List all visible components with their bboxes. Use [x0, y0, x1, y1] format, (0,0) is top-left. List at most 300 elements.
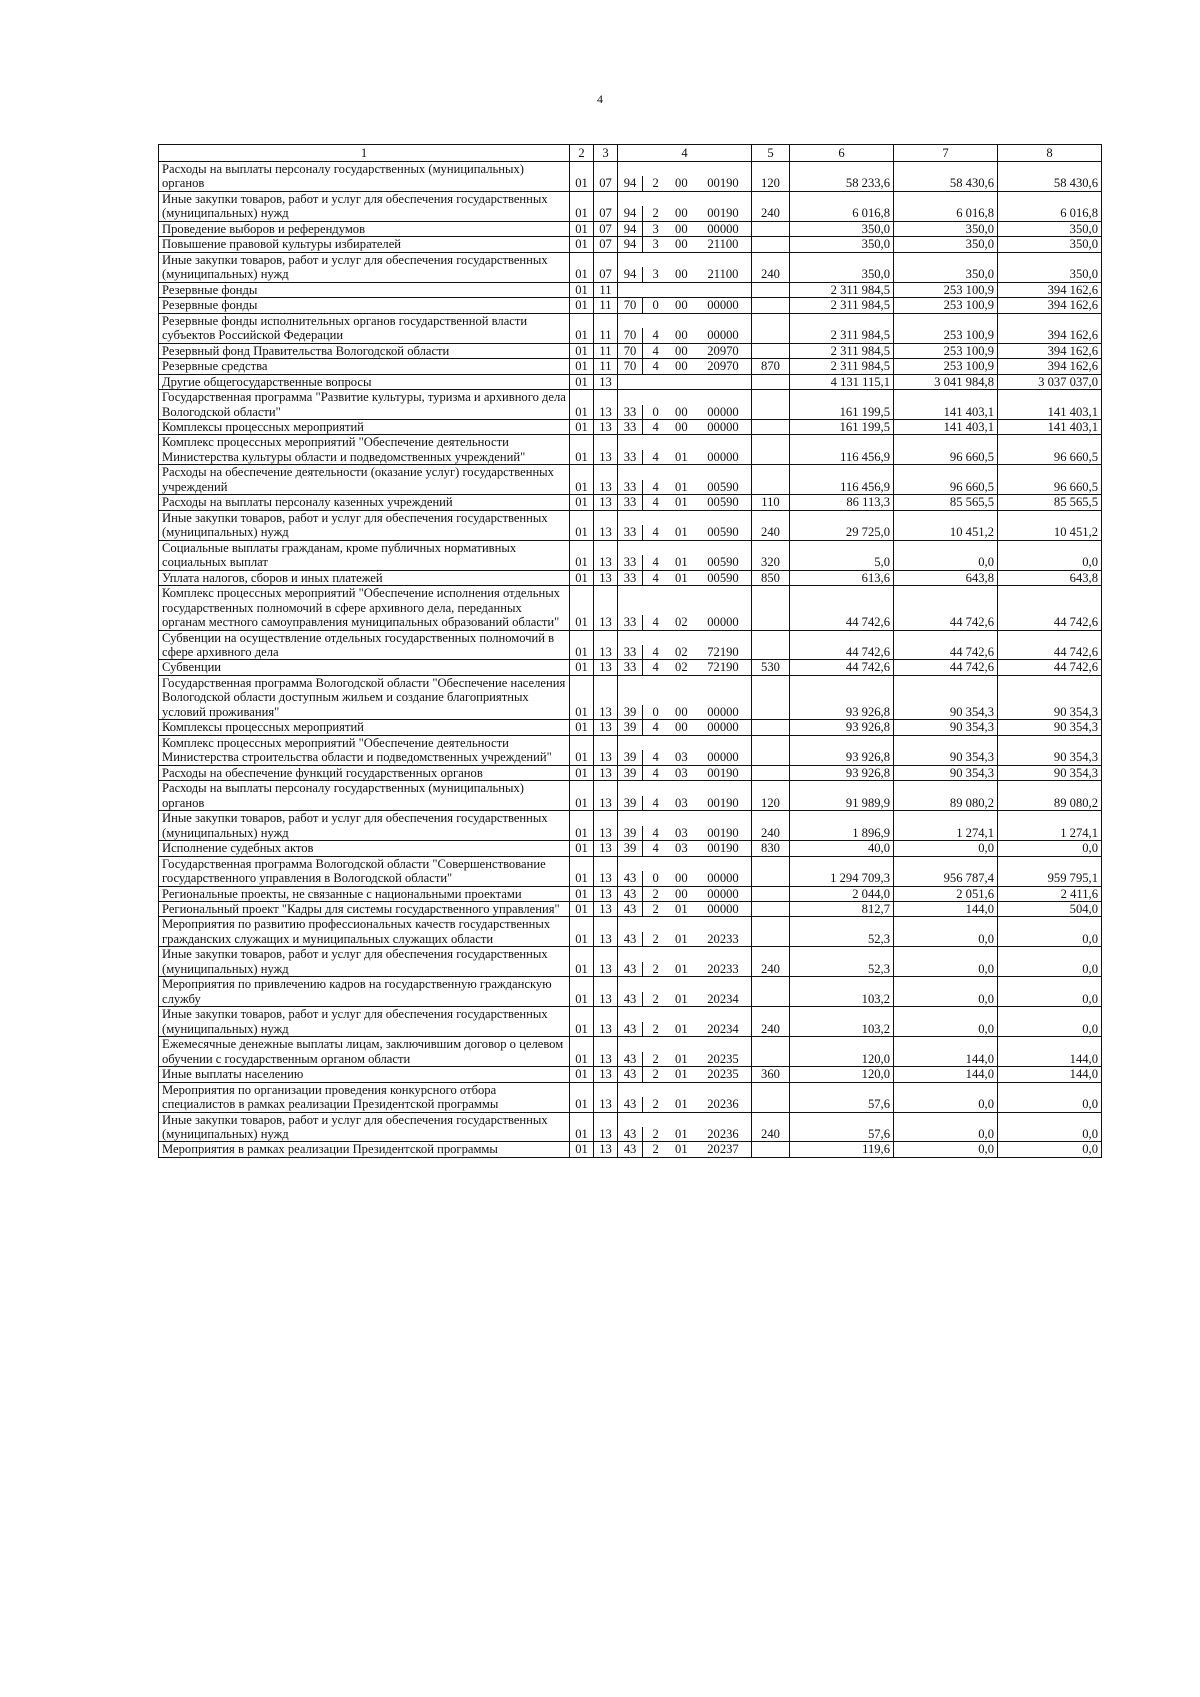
- amount-col-8: 0,0: [998, 1082, 1102, 1112]
- code-direction: 00000: [707, 750, 739, 765]
- code-target-article: [618, 1037, 752, 1067]
- code-section: 01: [570, 570, 594, 585]
- amount-col-8: 3 037 037,0: [998, 374, 1102, 389]
- code-subsection: 13: [594, 540, 618, 570]
- amount-col-8: 0,0: [998, 540, 1102, 570]
- table-row: [159, 841, 1102, 856]
- amount-col-8: 6 016,8: [998, 191, 1102, 221]
- amount-col-6: 57,6: [790, 1112, 894, 1142]
- amount-col-8: 44 742,6: [998, 660, 1102, 675]
- code-subsection: 13: [594, 841, 618, 856]
- code-target-article: [618, 856, 752, 886]
- code-expense-type: [752, 1142, 790, 1157]
- code-direction: 00590: [707, 495, 739, 510]
- code-program: 33: [618, 645, 643, 659]
- budget-table: [158, 144, 1102, 1158]
- code-expense-type: [752, 1037, 790, 1067]
- table-row: [159, 343, 1102, 358]
- table-row: [159, 313, 1102, 343]
- amount-col-7: 3 041 984,8: [894, 374, 998, 389]
- code-subprogram: 01: [675, 931, 688, 946]
- code-program: 33: [618, 405, 643, 419]
- code-expense-type: [752, 282, 790, 297]
- code-program: 43: [618, 1067, 643, 1081]
- header-cell-2: 2: [570, 145, 594, 162]
- table-row: [159, 1007, 1102, 1037]
- code-type: 2: [652, 1051, 659, 1066]
- code-expense-type: [752, 977, 790, 1007]
- code-section: 01: [570, 841, 594, 856]
- amount-col-6: 350,0: [790, 221, 894, 236]
- code-section: 01: [570, 435, 594, 465]
- amount-col-7: 144,0: [894, 1067, 998, 1082]
- code-section: 01: [570, 252, 594, 282]
- amount-col-7: 253 100,9: [894, 343, 998, 358]
- amount-col-8: 394 162,6: [998, 298, 1102, 313]
- code-section: 01: [570, 947, 594, 977]
- code-direction: 00190: [707, 206, 739, 221]
- code-target-article: [618, 570, 752, 585]
- code-subsection: 13: [594, 947, 618, 977]
- code-program: 39: [618, 720, 643, 734]
- code-direction: 20237: [707, 1142, 739, 1157]
- code-expense-type: [752, 374, 790, 389]
- code-target-article: [618, 947, 752, 977]
- code-expense-type: [752, 720, 790, 735]
- code-subsection: 13: [594, 917, 618, 947]
- code-section: 01: [570, 886, 594, 901]
- code-section: 01: [570, 811, 594, 841]
- code-section: 01: [570, 419, 594, 434]
- row-name: Расходы на выплаты персоналу казенных учреждений: [159, 495, 570, 510]
- code-subprogram: 00: [675, 404, 688, 419]
- header-cell-4: 4: [618, 145, 752, 162]
- code-program: 43: [618, 992, 643, 1006]
- amount-col-7: 350,0: [894, 237, 998, 252]
- code-type: 4: [652, 343, 659, 358]
- amount-col-6: 44 742,6: [790, 630, 894, 660]
- table-row: [159, 886, 1102, 901]
- table-row: [159, 781, 1102, 811]
- amount-col-6: 5,0: [790, 540, 894, 570]
- code-subprogram: 00: [675, 206, 688, 221]
- code-target-article: [618, 221, 752, 236]
- code-program: 33: [618, 450, 643, 464]
- amount-col-7: 0,0: [894, 1112, 998, 1142]
- code-program: 33: [618, 495, 643, 509]
- code-section: 01: [570, 298, 594, 313]
- row-name: Расходы на обеспечение функций государственных органов: [159, 765, 570, 780]
- amount-col-7: 253 100,9: [894, 359, 998, 374]
- code-subsection: 13: [594, 1082, 618, 1112]
- code-program: 39: [618, 766, 643, 780]
- code-type: 3: [652, 267, 659, 282]
- amount-col-8: 90 354,3: [998, 765, 1102, 780]
- code-expense-type: [752, 343, 790, 358]
- code-target-article: [618, 435, 752, 465]
- code-expense-type: 830: [752, 841, 790, 856]
- code-direction: 00000: [707, 901, 739, 916]
- code-target-article: [618, 237, 752, 252]
- code-expense-type: 870: [752, 359, 790, 374]
- code-subprogram: 00: [675, 328, 688, 343]
- code-target-article: [618, 465, 752, 495]
- code-program: 70: [618, 344, 643, 358]
- code-subprogram: 01: [675, 1097, 688, 1112]
- code-program: 43: [618, 932, 643, 946]
- amount-col-6: 2 311 984,5: [790, 359, 894, 374]
- header-cell-7: 7: [894, 145, 998, 162]
- code-subsection: 11: [594, 298, 618, 313]
- table-row: [159, 237, 1102, 252]
- code-subsection: 13: [594, 675, 618, 719]
- code-type: 4: [652, 419, 659, 434]
- code-direction: 72190: [707, 645, 739, 659]
- code-target-article: [618, 390, 752, 420]
- code-section: 01: [570, 390, 594, 420]
- code-target-article: [618, 977, 752, 1007]
- row-name: Проведение выборов и референдумов: [159, 221, 570, 236]
- amount-col-6: 103,2: [790, 1007, 894, 1037]
- amount-col-6: 52,3: [790, 947, 894, 977]
- code-target-article: [618, 765, 752, 780]
- code-subprogram: 01: [675, 1142, 688, 1157]
- code-subprogram: 01: [675, 961, 688, 976]
- amount-col-8: 350,0: [998, 221, 1102, 236]
- amount-col-7: 96 660,5: [894, 435, 998, 465]
- code-expense-type: [752, 237, 790, 252]
- amount-col-8: 959 795,1: [998, 856, 1102, 886]
- amount-col-8: 0,0: [998, 977, 1102, 1007]
- code-section: 01: [570, 540, 594, 570]
- amount-col-7: 643,8: [894, 570, 998, 585]
- header-cell-6: 6: [790, 145, 894, 162]
- code-program: 39: [618, 796, 643, 810]
- amount-col-8: 141 403,1: [998, 390, 1102, 420]
- code-type: 2: [652, 931, 659, 946]
- amount-col-7: 141 403,1: [894, 419, 998, 434]
- amount-col-6: 103,2: [790, 977, 894, 1007]
- row-name: Мероприятия по привлечению кадров на государственную гражданскую службу: [159, 977, 570, 1007]
- code-subsection: 13: [594, 1112, 618, 1142]
- code-type: 4: [652, 645, 659, 659]
- table-row: [159, 298, 1102, 313]
- code-subprogram: 01: [675, 555, 688, 570]
- amount-col-8: 90 354,3: [998, 735, 1102, 765]
- amount-col-7: 2 051,6: [894, 886, 998, 901]
- amount-col-6: 58 233,6: [790, 162, 894, 192]
- row-name: Расходы на выплаты персоналу государственных (муниципальных) органов: [159, 162, 570, 192]
- code-target-article: [618, 1082, 752, 1112]
- amount-col-8: 0,0: [998, 947, 1102, 977]
- amount-col-7: 0,0: [894, 977, 998, 1007]
- code-type: 2: [652, 206, 659, 221]
- code-section: 01: [570, 237, 594, 252]
- amount-col-6: 29 725,0: [790, 510, 894, 540]
- amount-col-6: 116 456,9: [790, 465, 894, 495]
- code-section: 01: [570, 374, 594, 389]
- code-program: 39: [618, 841, 643, 855]
- code-expense-type: 240: [752, 191, 790, 221]
- code-subsection: 13: [594, 495, 618, 510]
- code-target-article: [618, 298, 752, 313]
- row-name: Расходы на обеспечение деятельности (оказание услуг) государственных учреждений: [159, 465, 570, 495]
- code-expense-type: [752, 630, 790, 660]
- code-direction: 72190: [707, 660, 739, 675]
- table-row: [159, 1142, 1102, 1157]
- amount-col-6: 91 989,9: [790, 781, 894, 811]
- code-expense-type: 240: [752, 1112, 790, 1142]
- code-program: 39: [618, 705, 643, 719]
- code-type: 4: [652, 825, 659, 840]
- code-section: 01: [570, 1067, 594, 1082]
- amount-col-8: 504,0: [998, 901, 1102, 916]
- code-target-article: [618, 162, 752, 192]
- amount-col-6: 120,0: [790, 1067, 894, 1082]
- row-name: Иные выплаты населению: [159, 1067, 570, 1082]
- amount-col-7: 253 100,9: [894, 298, 998, 313]
- code-direction: 20233: [707, 961, 739, 976]
- code-direction: 00000: [707, 449, 739, 464]
- row-name: Комплексы процессных мероприятий: [159, 419, 570, 434]
- table-row: [159, 419, 1102, 434]
- code-program: 94: [618, 267, 643, 281]
- amount-col-8: 394 162,6: [998, 313, 1102, 343]
- code-type: 2: [652, 991, 659, 1006]
- amount-col-8: 44 742,6: [998, 630, 1102, 660]
- code-target-article: [618, 735, 752, 765]
- code-subsection: 13: [594, 1142, 618, 1157]
- row-name: Государственная программа "Развитие культуры, туризма и архивного дела Вологодской области": [159, 390, 570, 420]
- amount-col-7: 6 016,8: [894, 191, 998, 221]
- table-row: [159, 1112, 1102, 1142]
- code-target-article: [618, 359, 752, 374]
- code-target-article: [618, 1067, 752, 1082]
- code-direction: 00190: [707, 765, 739, 780]
- code-subprogram: 01: [675, 570, 688, 585]
- code-target-article: [618, 781, 752, 811]
- amount-col-8: 1 274,1: [998, 811, 1102, 841]
- code-type: 4: [652, 449, 659, 464]
- code-program: 43: [618, 1142, 643, 1156]
- code-direction: 00590: [707, 555, 739, 570]
- table-row: [159, 465, 1102, 495]
- amount-col-7: 44 742,6: [894, 586, 998, 630]
- code-section: 01: [570, 660, 594, 675]
- amount-col-7: 96 660,5: [894, 465, 998, 495]
- code-expense-type: 240: [752, 947, 790, 977]
- code-subsection: 07: [594, 191, 618, 221]
- code-expense-type: 320: [752, 540, 790, 570]
- code-direction: 00000: [707, 720, 739, 735]
- table-row: [159, 282, 1102, 297]
- code-section: 01: [570, 977, 594, 1007]
- code-target-article: [618, 191, 752, 221]
- code-subsection: 13: [594, 886, 618, 901]
- code-type: 4: [652, 841, 659, 856]
- table-row: [159, 811, 1102, 841]
- code-program: 33: [618, 480, 643, 494]
- code-direction: 00190: [707, 795, 739, 810]
- code-target-article: [618, 660, 752, 675]
- code-expense-type: 360: [752, 1067, 790, 1082]
- code-target-article: [618, 1142, 752, 1157]
- code-expense-type: 240: [752, 252, 790, 282]
- code-type: 2: [652, 1127, 659, 1141]
- code-program: 70: [618, 359, 643, 373]
- code-program: 33: [618, 660, 643, 674]
- row-name: Комплекс процессных мероприятий "Обеспечение деятельности Министерства строительства области и подведомственных учреждений": [159, 735, 570, 765]
- code-subprogram: 03: [675, 750, 688, 765]
- amount-col-7: 253 100,9: [894, 313, 998, 343]
- amount-col-6: 2 311 984,5: [790, 282, 894, 297]
- table-row: [159, 856, 1102, 886]
- code-program: 94: [618, 237, 643, 251]
- amount-col-8: 350,0: [998, 252, 1102, 282]
- code-target-article: [618, 886, 752, 901]
- table-row: [159, 252, 1102, 282]
- code-type: 2: [652, 886, 659, 901]
- amount-col-7: 141 403,1: [894, 390, 998, 420]
- code-direction: 21100: [707, 237, 739, 252]
- amount-col-7: 10 451,2: [894, 510, 998, 540]
- amount-col-7: 85 565,5: [894, 495, 998, 510]
- table-body: [159, 162, 1102, 1158]
- row-name: Социальные выплаты гражданам, кроме публичных нормативных социальных выплат: [159, 540, 570, 570]
- amount-col-8: 10 451,2: [998, 510, 1102, 540]
- code-subprogram: 00: [675, 720, 688, 735]
- code-subprogram: 02: [675, 615, 688, 630]
- code-section: 01: [570, 359, 594, 374]
- amount-col-7: 0,0: [894, 1007, 998, 1037]
- row-name: Иные закупки товаров, работ и услуг для обеспечения государственных (муниципальных) нужд: [159, 1007, 570, 1037]
- code-program: 43: [618, 871, 643, 885]
- code-subprogram: 02: [675, 645, 688, 659]
- code-program: 70: [618, 298, 643, 312]
- code-direction: 20235: [707, 1051, 739, 1066]
- row-name: Комплекс процессных мероприятий "Обеспечение исполнения отдельных государственных полномочий в сфере архивного дела, переданных органам местного самоуправления муниципальных образований области": [159, 586, 570, 630]
- code-subprogram: 00: [675, 267, 688, 282]
- amount-col-7: 44 742,6: [894, 660, 998, 675]
- code-subprogram: 01: [675, 901, 688, 916]
- amount-col-8: 0,0: [998, 1142, 1102, 1157]
- code-type: 2: [652, 1097, 659, 1112]
- amount-col-6: 120,0: [790, 1037, 894, 1067]
- code-type: 4: [652, 750, 659, 765]
- code-section: 01: [570, 495, 594, 510]
- code-section: 01: [570, 510, 594, 540]
- code-subprogram: 02: [675, 660, 688, 675]
- code-type: 4: [652, 765, 659, 780]
- table-row: [159, 720, 1102, 735]
- amount-col-8: 350,0: [998, 237, 1102, 252]
- table-row: [159, 660, 1102, 675]
- code-direction: 00000: [707, 704, 739, 719]
- row-name: Уплата налогов, сборов и иных платежей: [159, 570, 570, 585]
- amount-col-7: 144,0: [894, 901, 998, 916]
- code-program: 43: [618, 962, 643, 976]
- code-direction: 00000: [707, 615, 739, 630]
- code-expense-type: [752, 390, 790, 420]
- code-subsection: 13: [594, 419, 618, 434]
- code-section: 01: [570, 735, 594, 765]
- code-subsection: 11: [594, 343, 618, 358]
- code-expense-type: 240: [752, 811, 790, 841]
- amount-col-6: 613,6: [790, 570, 894, 585]
- code-program: 39: [618, 750, 643, 764]
- code-subsection: 13: [594, 465, 618, 495]
- amount-col-8: 0,0: [998, 917, 1102, 947]
- row-name: Региональный проект "Кадры для системы государственного управления": [159, 901, 570, 916]
- row-name: Иные закупки товаров, работ и услуг для обеспечения государственных (муниципальных) нужд: [159, 1112, 570, 1142]
- code-expense-type: 240: [752, 510, 790, 540]
- row-name: Резервные фонды: [159, 298, 570, 313]
- code-section: 01: [570, 1082, 594, 1112]
- amount-col-8: 58 430,6: [998, 162, 1102, 192]
- code-subprogram: 00: [675, 871, 688, 886]
- amount-col-8: 2 411,6: [998, 886, 1102, 901]
- code-target-article: [618, 811, 752, 841]
- header-row: [159, 145, 1102, 162]
- table-row: [159, 510, 1102, 540]
- row-name: Субвенции: [159, 660, 570, 675]
- code-subsection: 13: [594, 510, 618, 540]
- code-type: 4: [652, 555, 659, 570]
- code-type: 4: [652, 479, 659, 494]
- code-subsection: 13: [594, 901, 618, 916]
- code-target-article: [618, 630, 752, 660]
- row-name: Исполнение судебных актов: [159, 841, 570, 856]
- amount-col-6: 1 294 709,3: [790, 856, 894, 886]
- code-program: 70: [618, 328, 643, 342]
- code-type: 2: [652, 1142, 659, 1157]
- header-cell-1: 1: [159, 145, 570, 162]
- row-name: Повышение правовой культуры избирателей: [159, 237, 570, 252]
- code-subsection: 13: [594, 735, 618, 765]
- code-section: 01: [570, 781, 594, 811]
- amount-col-7: 0,0: [894, 917, 998, 947]
- row-name: Другие общегосударственные вопросы: [159, 374, 570, 389]
- code-expense-type: [752, 917, 790, 947]
- code-type: 4: [652, 570, 659, 585]
- code-direction: 00590: [707, 525, 739, 540]
- code-expense-type: [752, 856, 790, 886]
- code-direction: 00190: [707, 841, 739, 856]
- code-direction: 00190: [707, 176, 739, 191]
- code-target-article: [618, 675, 752, 719]
- code-type: 0: [652, 298, 659, 313]
- code-subsection: 13: [594, 765, 618, 780]
- code-section: 01: [570, 343, 594, 358]
- row-name: Резервные фонды: [159, 282, 570, 297]
- code-subsection: 13: [594, 1007, 618, 1037]
- code-subsection: 11: [594, 282, 618, 297]
- table-row: [159, 390, 1102, 420]
- row-name: Мероприятия по организации проведения конкурсного отбора специалистов в рамках реализации Президентской программы: [159, 1082, 570, 1112]
- amount-col-7: 89 080,2: [894, 781, 998, 811]
- amount-col-6: 86 113,3: [790, 495, 894, 510]
- code-target-article: [618, 720, 752, 735]
- amount-col-7: 90 354,3: [894, 675, 998, 719]
- amount-col-7: 0,0: [894, 947, 998, 977]
- table-row: [159, 735, 1102, 765]
- amount-col-6: 57,6: [790, 1082, 894, 1112]
- amount-col-7: 90 354,3: [894, 735, 998, 765]
- table-row: [159, 191, 1102, 221]
- code-direction: 20970: [707, 343, 739, 358]
- code-direction: 21100: [707, 267, 739, 282]
- code-target-article: [618, 343, 752, 358]
